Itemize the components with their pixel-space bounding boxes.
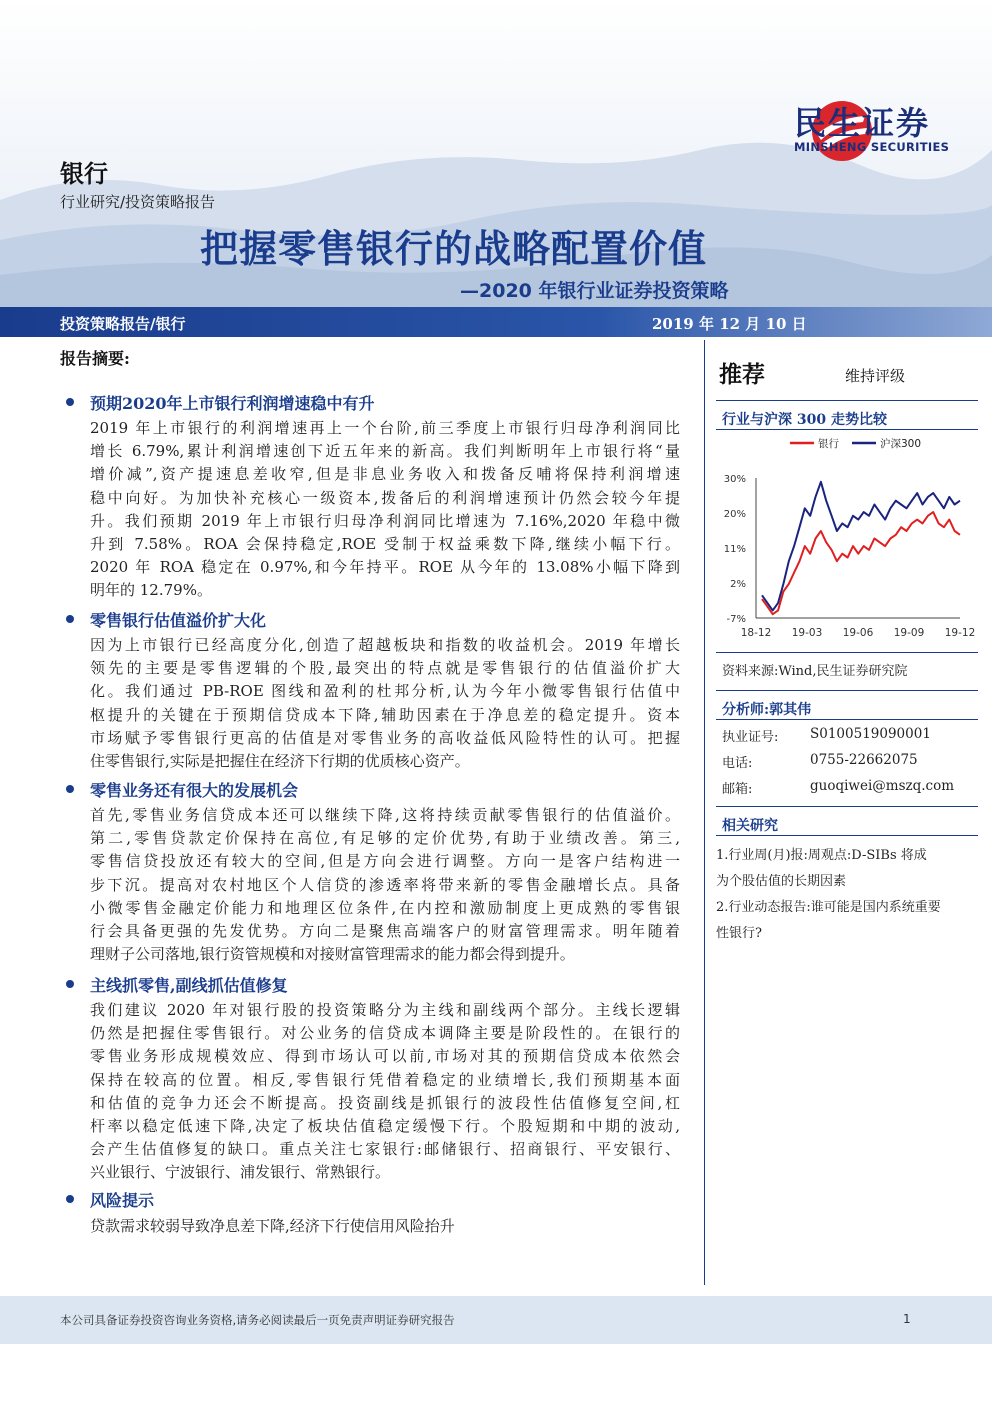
x-tick-label: 19-03 (791, 627, 823, 639)
section-bullet-icon (66, 615, 74, 623)
y-tick-label: 2% (730, 579, 746, 590)
sidebar-divider (716, 400, 978, 401)
email-address[interactable]: guoqiwei@mszq.com (810, 778, 955, 794)
chart-legend (790, 437, 921, 450)
related-item[interactable]: 2.行业动态报告:谁可能是国内系统重要 (716, 900, 941, 915)
sidebar-divider (716, 835, 978, 836)
y-tick-label: 11% (723, 544, 746, 555)
sidebar-divider (716, 719, 978, 720)
series-line-0 (762, 512, 960, 614)
trend-chart (716, 432, 978, 642)
section-heading-risk: 风险提示 (90, 1191, 155, 1210)
related-item[interactable]: 1.行业周(月)报:周观点:D-SIBs 将成 (716, 848, 927, 863)
x-tick-label: 19-09 (893, 627, 925, 639)
sidebar-divider (716, 429, 978, 430)
brand-name-cn: 民生证券 (794, 104, 931, 142)
section-heading-profit-growth: 预期2020年上市银行利润增速稳中有升 (90, 394, 375, 413)
license-label: 执业证号: (722, 730, 779, 745)
related-item[interactable]: 为个股估值的长期因素 (716, 874, 847, 889)
section-bullet-icon (66, 1195, 74, 1203)
section-bullet-icon (66, 785, 74, 793)
y-tick-label: -7% (726, 614, 746, 625)
x-tick-label: 19-12 (944, 627, 976, 639)
related-research-title: 相关研究 (722, 818, 778, 834)
header-bar-date: 2019 年 12 月 10 日 (652, 315, 807, 333)
related-research-list (716, 843, 978, 947)
chart-title: 行业与沪深 300 走势比较 (722, 412, 887, 428)
x-tick-label: 19-06 (842, 627, 874, 639)
legend-label: 沪深300 (880, 438, 922, 450)
y-tick-label: 20% (723, 509, 746, 520)
y-tick-label: 30% (723, 474, 746, 485)
brand-name-en: MINSHENG SECURITIES (794, 140, 950, 154)
analyst-name: 分析师:郭其伟 (722, 702, 812, 718)
footer-disclaimer: 本公司具备证券投资咨询业务资格,请务必阅读最后一页免责声明证券研究报告 (60, 1313, 455, 1327)
section-body-retail-opportunity: 首先,零售业务信贷成本还可以继续下降,这将持续贡献零售银行的估值溢价。 第二,零售贷款定价保持在高位,有足够的定价优势,有助于业绩改善。第三, 零售信贷投放还有较大的空间,但是方向会进行调整。方向一是客户结构进一 步下沉。提高对农村地区个人信贷的渗透率将带来新的零售金融增长点。具备 小微零售金融定价能力和地理区位条件,在内控和激励制度上更成熟的零售银 行会具备更强的先发优势。方向二是聚焦高端客户的财富管理需求。明年随着 理财子公司落地,银行资管规模和对接财富管理需求的能力都会得到提升。 (90, 806, 680, 964)
column-divider (704, 340, 705, 1285)
section-heading-strategy: 主线抓零售,副线抓估值修复 (90, 976, 288, 995)
license-number: S0100519090001 (810, 726, 931, 742)
page-number: 1 (903, 1312, 911, 1326)
header-bar-report-type: 投资策略报告/银行 (60, 315, 186, 333)
report-title: 把握零售银行的战略配置价值 (200, 227, 708, 271)
section-body-risk: 贷款需求较弱导致净息差下降,经济下行使信用风险抬升 (90, 1217, 455, 1235)
rating-status: 维持评级 (845, 367, 906, 385)
section-body-profit-growth: 2019 年上市银行的利润增速再上一个台阶,前三季度上市银行归母净利润同比 增长 6.79%,累计利润增速创下近五年来的新高。我们判断明年上市银行将“量 增价减”,资产提速息差收窄,但是非息业务收入和拨备反哺将保持利润增速 稳中向好。为加快补充核心一级资本,拨备后的利润增速预计仍然会较今年提 升。我们预期 2019 年上市银行归母净利润同比增速为 7.16%,2020 年稳中微 升到 7.58%。ROA 会保持稳定,ROE 受制于权益乘数下降,继续小幅下行。 2020 年 ROA 稳定在 0.97%,和今年持平。ROE 从今年的 13.08%小幅下降到 明年的 12.79%。 (90, 419, 680, 600)
section-body-strategy: 我们建议 2020 年对银行股的投资策略分为主线和副线两个部分。主线长逻辑 仍然是把握住零售银行。对公业务的信贷成本调降主要是阶段性的。在银行的 零售业务形成规模效应、得到市场认可以前,市场对其的预期信贷成本依然会 保持在较高的位置。相反,零售银行凭借着稳定的业绩增长,我们预期基本面 和估值的竞争力还会不断提高。投资副线是抓银行的波段性估值修复空间,杠 杆率以稳定低速下降,决定了板块估值稳定缓慢下行。个股短期和中期的波动, 会产生估值修复的缺口。重点关注七家银行:邮储银行、招商银行、平安银行、 兴业银行、宁波银行、浦发银行、常熟银行。 (90, 1001, 680, 1182)
sidebar-divider (716, 806, 978, 807)
recommendation: 推荐 (719, 362, 765, 388)
section-body-valuation-premium: 因为上市银行已经高度分化,创造了超越板块和指数的收益机会。2019 年增长 领先的主要是零售逻辑的个股,最突出的特点就是零售银行的估值溢价扩大 化。我们通过 PB-ROE 图线和盈利的杜邦分析,认为今年小微零售银行估值中 枢提升的关键在于预期信贷成本下降,辅助因素在于净息差的稳定提升。资本 市场赋予零售银行更高的估值是对零售业务的高收益低风险特性的认可。把握 住零售银行,实际是把握住在经济下行期的优质核心资产。 (90, 636, 680, 771)
summary-title: 报告摘要: (60, 349, 130, 368)
section-bullet-icon (66, 398, 74, 406)
phone-number: 0755-22662075 (810, 752, 918, 768)
series-line-1 (762, 482, 960, 611)
report-category: 行业研究/投资策略报告 (60, 193, 216, 211)
sidebar-divider (716, 652, 978, 653)
report-subtitle: —2020 年银行业证券投资策略 (460, 280, 729, 302)
industry-label: 银行 (60, 160, 108, 188)
section-heading-retail-opportunity: 零售业务还有很大的发展机会 (90, 781, 299, 800)
x-tick-label: 18-12 (740, 627, 772, 639)
chart-source: 资料来源:Wind,民生证券研究院 (722, 664, 908, 679)
phone-label: 电话: (722, 756, 753, 771)
sidebar-divider (716, 690, 978, 691)
section-bullet-icon (66, 980, 74, 988)
related-item[interactable]: 性银行? (716, 926, 762, 941)
section-heading-valuation-premium: 零售银行估值溢价扩大化 (90, 611, 267, 630)
chart-series (762, 482, 960, 614)
email-label: 邮箱: (722, 782, 753, 797)
legend-label: 银行 (818, 438, 839, 450)
